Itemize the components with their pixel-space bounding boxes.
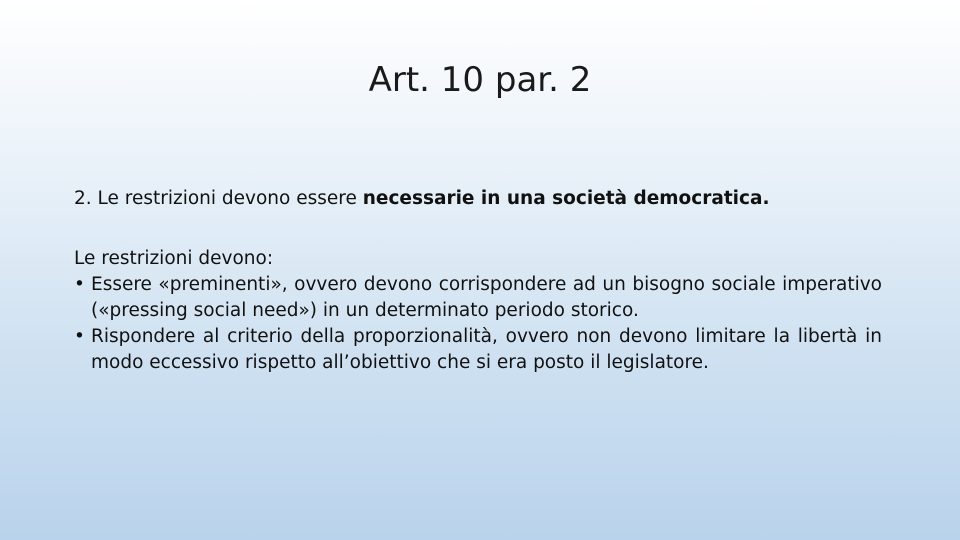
bullet-list <box>74 272 882 376</box>
list-heading: Le restrizioni devono: <box>74 248 274 269</box>
list-item <box>74 272 882 324</box>
slide-body <box>74 186 882 376</box>
intro-text: 2. Le restrizioni devono essere <box>74 188 363 209</box>
bullet-text: Rispondere al criterio della proporzionalità, ovvero non devono limitare la libertà in modo eccessivo rispetto all’obiettivo che si era posto il legislatore. <box>91 326 882 373</box>
bullet-icon: • <box>74 274 85 295</box>
bullet-icon: • <box>74 326 85 347</box>
slide-title: Art. 10 par. 2 <box>368 60 592 100</box>
intro-paragraph <box>74 186 882 212</box>
list-item <box>74 324 882 376</box>
bullet-text: Essere «preminenti», ovvero devono corrispondere ad un bisogno sociale imperativo («pressing social need») in un determinato periodo storico. <box>91 274 882 321</box>
intro-bold-text: necessarie in una società democratica. <box>362 188 770 209</box>
